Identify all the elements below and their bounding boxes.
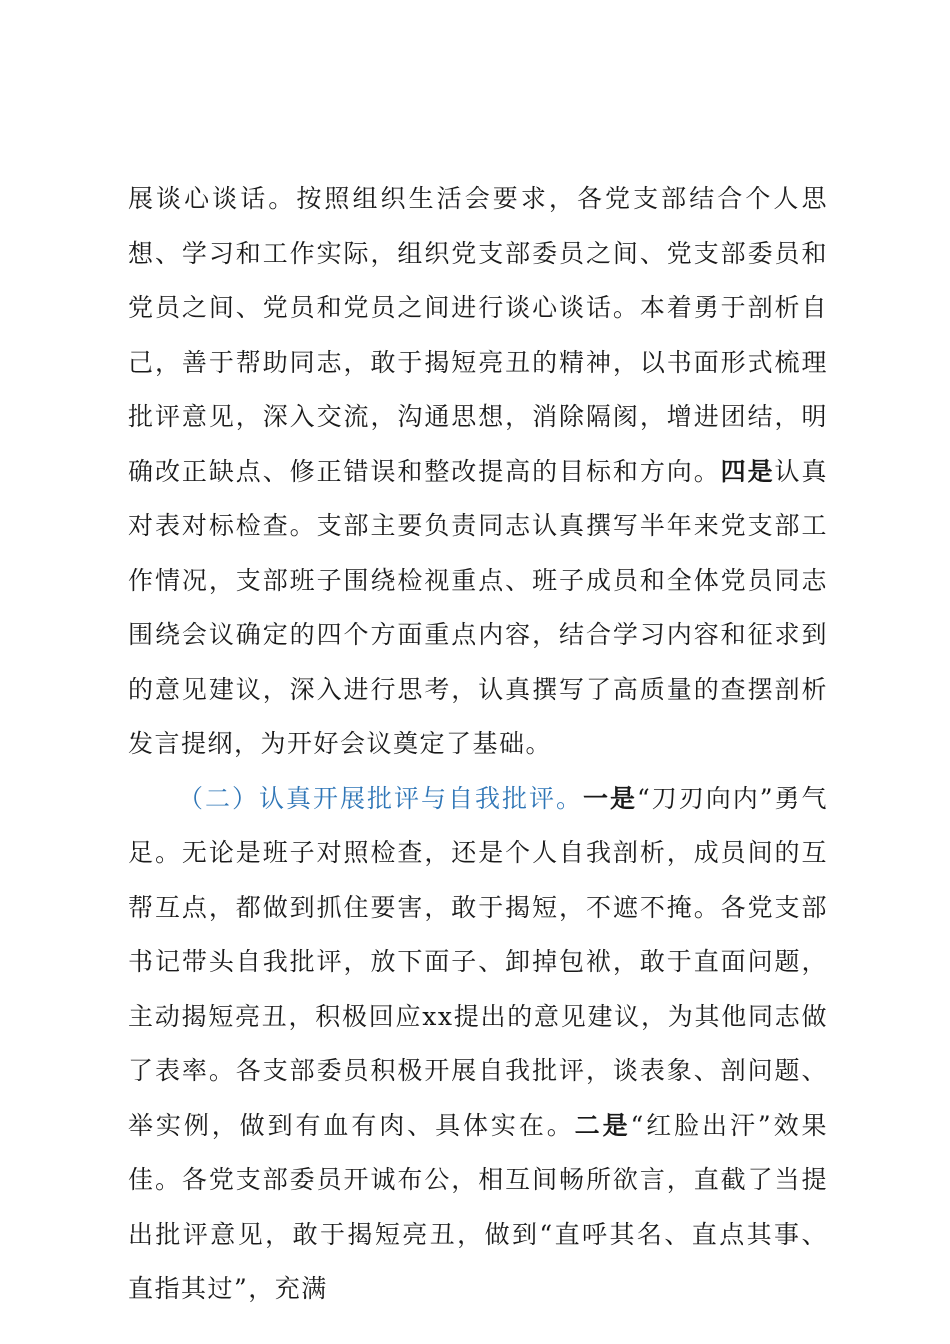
- paragraph-1: [128, 172, 828, 772]
- paragraph-2-text-a: “刀刃向内”勇气足。无论是班子对照检查，还是个人自我剖析，成员间的互帮互点，都做到抓住要害，敢于揭短，不遮不掩。各党支部书记带头自我批评，放下面子、卸掉包袱，敢于直面问题，主动揭短亮丑，积极回应xx提出的意见建议，为其他同志做了表率。各支部委员积极开展自我批评，谈表象、剖问题、举实例，做到有血有肉、具体实在。: [128, 783, 828, 1140]
- paragraph-2-bold-marker-2: 二是: [574, 1110, 631, 1140]
- paragraph-2-text-b: “红脸出汗”效果佳。各党支部委员开诚布公，相互间畅所欲言，直截了当提出批评意见，敢于揭短亮丑，做到“直呼其名、直点其事、直指其过”，充满: [128, 1110, 828, 1303]
- paragraph-1-bold-marker: 四是: [720, 456, 775, 486]
- section-heading: （二）认真开展批评与自我批评。: [178, 783, 583, 813]
- paragraph-2-bold-marker-1: 一是: [582, 783, 637, 813]
- paragraph-1-text-b: 认真对表对标检查。支部主要负责同志认真撰写半年来党支部工作情况，支部班子围绕检视重点、班子成员和全体党员同志围绕会议确定的四个方面重点内容，结合学习内容和征求到的意见建议，深入进行思考，认真撰写了高质量的查摆剖析发言提纲，为开好会议奠定了基础。: [128, 456, 828, 758]
- paragraph-1-text-a: 展谈心谈话。按照组织生活会要求，各党支部结合个人思想、学习和工作实际，组织党支部委员之间、党支部委员和党员之间、党员和党员之间进行谈心谈话。本着勇于剖析自己，善于帮助同志，敢于揭短亮丑的精神，以书面形式梳理批评意见，深入交流，沟通思想，消除隔阂，增进团结，明确改正缺点、修正错误和整改提高的目标和方向。: [128, 184, 828, 486]
- document-body: [128, 172, 828, 1317]
- paragraph-2: [128, 772, 828, 1317]
